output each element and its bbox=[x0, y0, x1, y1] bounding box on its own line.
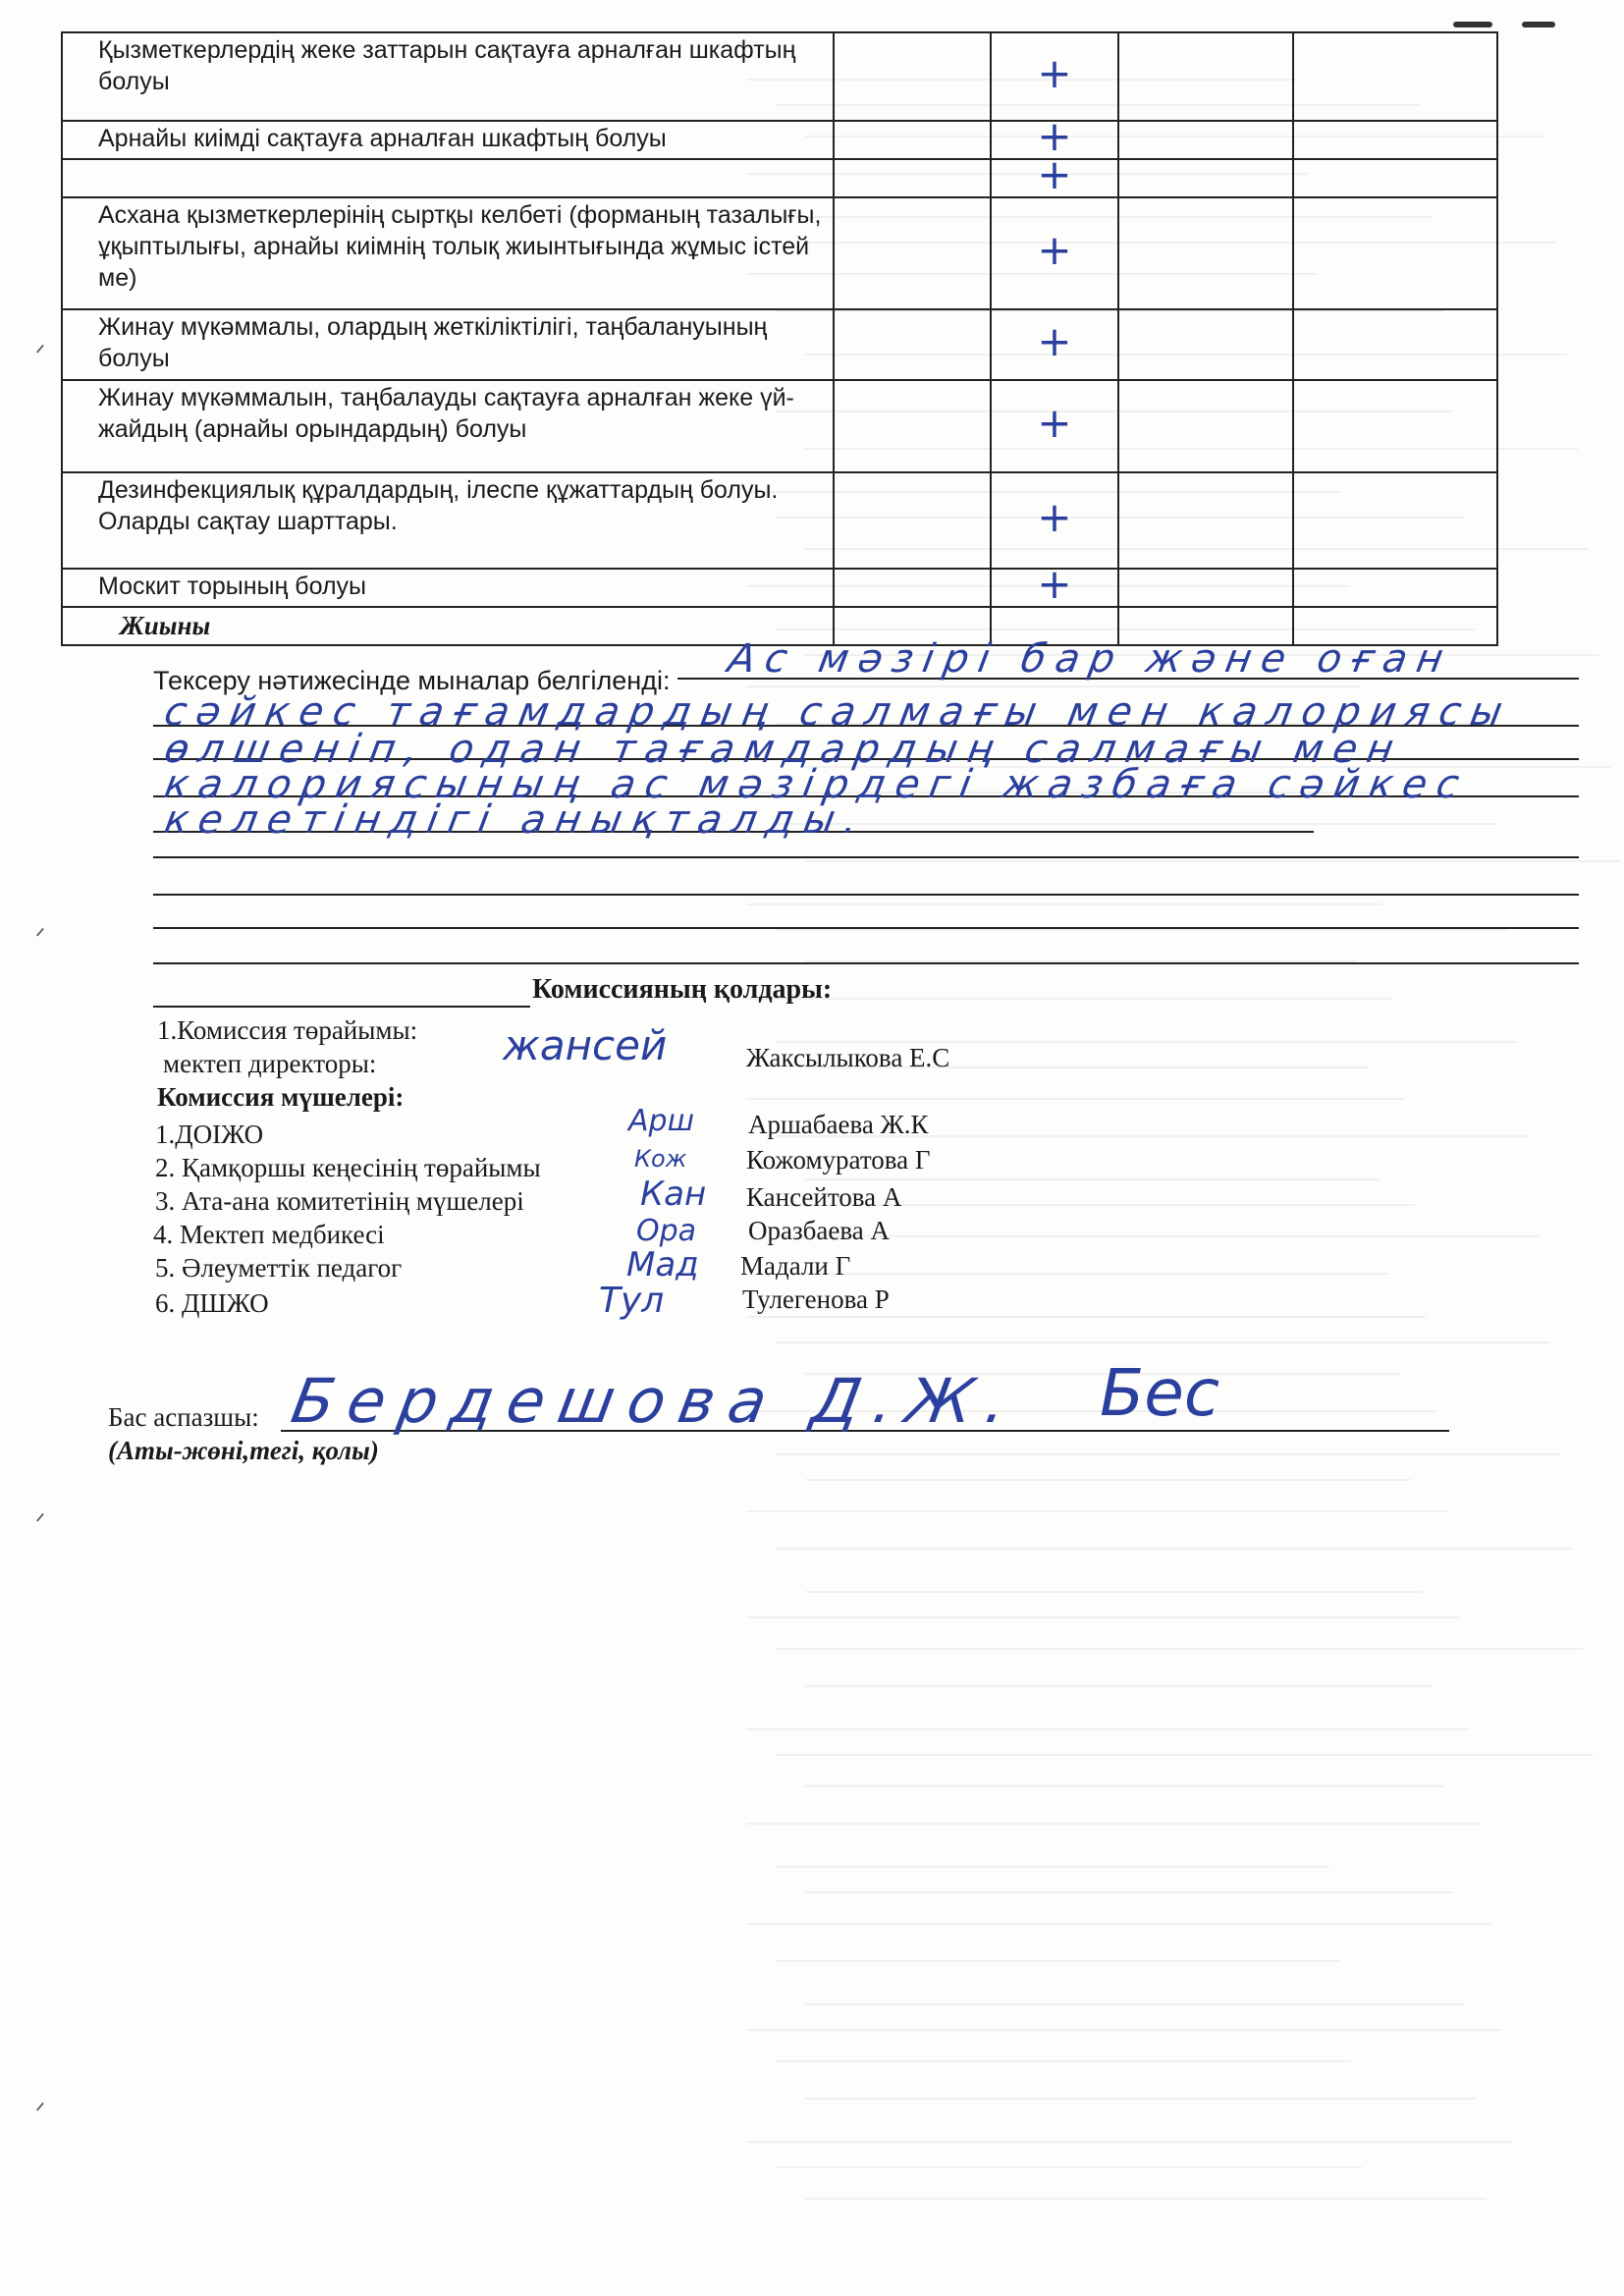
member-role: 5. Әлеуметтік педагог bbox=[155, 1253, 403, 1283]
ruled-line bbox=[153, 962, 1579, 964]
member-signature: Арш bbox=[628, 1104, 695, 1138]
bleed-line bbox=[776, 1235, 1540, 1237]
member-role: 2. Қамқоршы кеңесінің төрайымы bbox=[155, 1153, 541, 1182]
row-text: Дезинфекциялық құралдардың, ілеспе құжаттардың болуы. Оларды сақтау шарттары. bbox=[62, 472, 834, 569]
bleed-line bbox=[805, 860, 1621, 862]
commission-title: Комиссияның қолдары: bbox=[532, 974, 833, 1005]
row-text: Қызметкерлердің жеке заттарын сақтауға арналған шкафтың болуы bbox=[62, 32, 834, 121]
member-name: Аршабаева Ж.К bbox=[748, 1110, 929, 1139]
plus-mark: + bbox=[1037, 560, 1072, 608]
member-name: Тулегенова Р bbox=[742, 1285, 890, 1314]
chair-label: 1.Комиссия төрайымы: bbox=[157, 1015, 418, 1045]
bleed-line bbox=[776, 1341, 1550, 1343]
chair-name: Жаксылыкова Е.С bbox=[746, 1043, 950, 1072]
bleed-line bbox=[776, 1960, 1340, 1962]
plus-mark: + bbox=[1037, 112, 1072, 160]
row-text: Жинау мүкәммалын, таңбалауды сақтауға арналған жеке үй-жайдың (арнайы орындардың) болуы bbox=[62, 380, 834, 472]
bleed-line bbox=[776, 929, 1507, 931]
member-name: Мадали Г bbox=[740, 1251, 851, 1281]
table-row bbox=[62, 197, 1497, 309]
member-name: Кожомуратова Г bbox=[746, 1145, 931, 1175]
scan-mark: ᐟ bbox=[35, 342, 46, 367]
handwritten-result-line: калориясының ас мәзірдегі жазбаға сәйкес bbox=[160, 762, 1473, 807]
scan-mark: ᐟ bbox=[35, 2100, 46, 2125]
row-text: Жинау мүкәммалы, олардың жеткіліктілігі, таңбалануының болуы bbox=[62, 309, 834, 380]
chef-label: Бас аспазшы: bbox=[108, 1402, 259, 1432]
row-text: Москит торының болуы bbox=[62, 569, 834, 607]
bleed-line bbox=[805, 1178, 1379, 1180]
total-label: Жиыны bbox=[62, 607, 834, 645]
ruled-line bbox=[153, 894, 1579, 896]
ruled-line bbox=[153, 927, 1579, 929]
member-name: Кансейтова А bbox=[746, 1182, 902, 1212]
bleed-line bbox=[746, 2141, 1512, 2143]
member-signature: Ора bbox=[636, 1214, 697, 1248]
member-name: Оразбаева А bbox=[748, 1216, 890, 1245]
table-row bbox=[62, 121, 1497, 159]
table-row bbox=[62, 159, 1497, 197]
plus-mark: + bbox=[1037, 316, 1072, 365]
member-role: 1.ДОІЖО bbox=[155, 1120, 264, 1149]
ruled-line bbox=[153, 1006, 530, 1008]
bleed-line bbox=[746, 1316, 1426, 1318]
bleed-line bbox=[776, 1866, 1329, 1868]
member-role: 6. ДШЖО bbox=[155, 1288, 269, 1318]
table-row bbox=[62, 309, 1497, 380]
scan-mark: ᐟ bbox=[35, 925, 46, 951]
members-title: Комиссия мүшелері: bbox=[157, 1082, 405, 1112]
chair-role: мектеп директоры: bbox=[163, 1049, 377, 1078]
plus-mark: + bbox=[1037, 492, 1072, 541]
member-role: 4. Мектеп медбикесі bbox=[153, 1220, 385, 1249]
bleed-line bbox=[805, 1685, 1433, 1687]
bleed-line bbox=[805, 1479, 1411, 1481]
bleed-line bbox=[776, 1453, 1561, 1455]
table-row bbox=[62, 569, 1497, 607]
scan-mark: ᐟ bbox=[35, 1510, 46, 1536]
bleed-line bbox=[805, 1785, 1443, 1787]
bleed-line bbox=[805, 2198, 1487, 2200]
bleed-line bbox=[746, 903, 1382, 905]
bleed-line bbox=[746, 685, 1361, 687]
bleed-line bbox=[776, 2060, 1351, 2062]
bleed-line bbox=[776, 2166, 1362, 2168]
handwritten-result-line: келетіндігі анықталды. bbox=[160, 797, 871, 843]
result-label: Тексеру нәтижесінде мыналар белгіленді: bbox=[153, 666, 671, 695]
handwritten-result-line: Ас мәзірі бар және оған bbox=[724, 636, 1457, 682]
chef-signature: Бес bbox=[1100, 1355, 1220, 1431]
bleed-line bbox=[746, 1923, 1490, 1925]
chair-signature: жансей bbox=[503, 1021, 668, 1069]
bleed-line bbox=[805, 1273, 1389, 1275]
bleed-line bbox=[746, 1823, 1480, 1825]
bleed-line bbox=[776, 823, 1496, 825]
table-row bbox=[62, 32, 1497, 121]
row-text bbox=[62, 159, 834, 197]
bleed-line bbox=[776, 1648, 1583, 1650]
bleed-line bbox=[746, 998, 1393, 1000]
plus-mark: + bbox=[1037, 150, 1072, 198]
handwritten-result-line: сәйкес тағамдардың салмағы мен калориясы bbox=[160, 689, 1516, 735]
bleed-line bbox=[746, 2029, 1501, 2031]
chef-handwritten-name: Бердешова Д.Ж. bbox=[286, 1365, 1027, 1437]
bleed-line bbox=[805, 1891, 1454, 1893]
plus-mark: + bbox=[1037, 48, 1072, 97]
table-row bbox=[62, 380, 1497, 472]
bleed-line bbox=[746, 1728, 1469, 1730]
member-signature: Тул bbox=[599, 1281, 665, 1321]
table-row bbox=[62, 472, 1497, 569]
bleed-line bbox=[805, 1591, 1422, 1593]
plus-mark: + bbox=[1037, 225, 1072, 274]
bleed-line bbox=[805, 2098, 1476, 2100]
member-role: 3. Ата-ана комитетінің мүшелері bbox=[155, 1186, 524, 1216]
member-signature: Мад bbox=[626, 1245, 699, 1285]
row-text: Асхана қызметкерлерінің сыртқы келбеті (форманың тазалығы, ұқыптылығы, арнайы киімнің толық жиынтығында жұмыс істей ме) bbox=[62, 197, 834, 309]
member-signature: Кан bbox=[640, 1175, 707, 1214]
bleed-line bbox=[805, 2003, 1465, 2005]
bleed-line bbox=[746, 1616, 1458, 1618]
member-signature: Кож bbox=[634, 1145, 687, 1173]
bleed-line bbox=[746, 1098, 1404, 1100]
plus-mark: + bbox=[1037, 398, 1072, 447]
checklist-table bbox=[61, 31, 1498, 646]
chef-note: (Аты-жөні,тегі, қолы) bbox=[108, 1436, 379, 1465]
row-text: Арнайы киімді сақтауға арналған шкафтың болуы bbox=[62, 121, 834, 159]
bleed-line bbox=[746, 1510, 1447, 1512]
bleed-line bbox=[776, 1754, 1594, 1756]
handwritten-result-line: өлшеніп, одан тағамдардың салмағы мен bbox=[160, 727, 1407, 772]
ruled-line bbox=[153, 856, 1579, 858]
bleed-line bbox=[776, 1548, 1572, 1550]
